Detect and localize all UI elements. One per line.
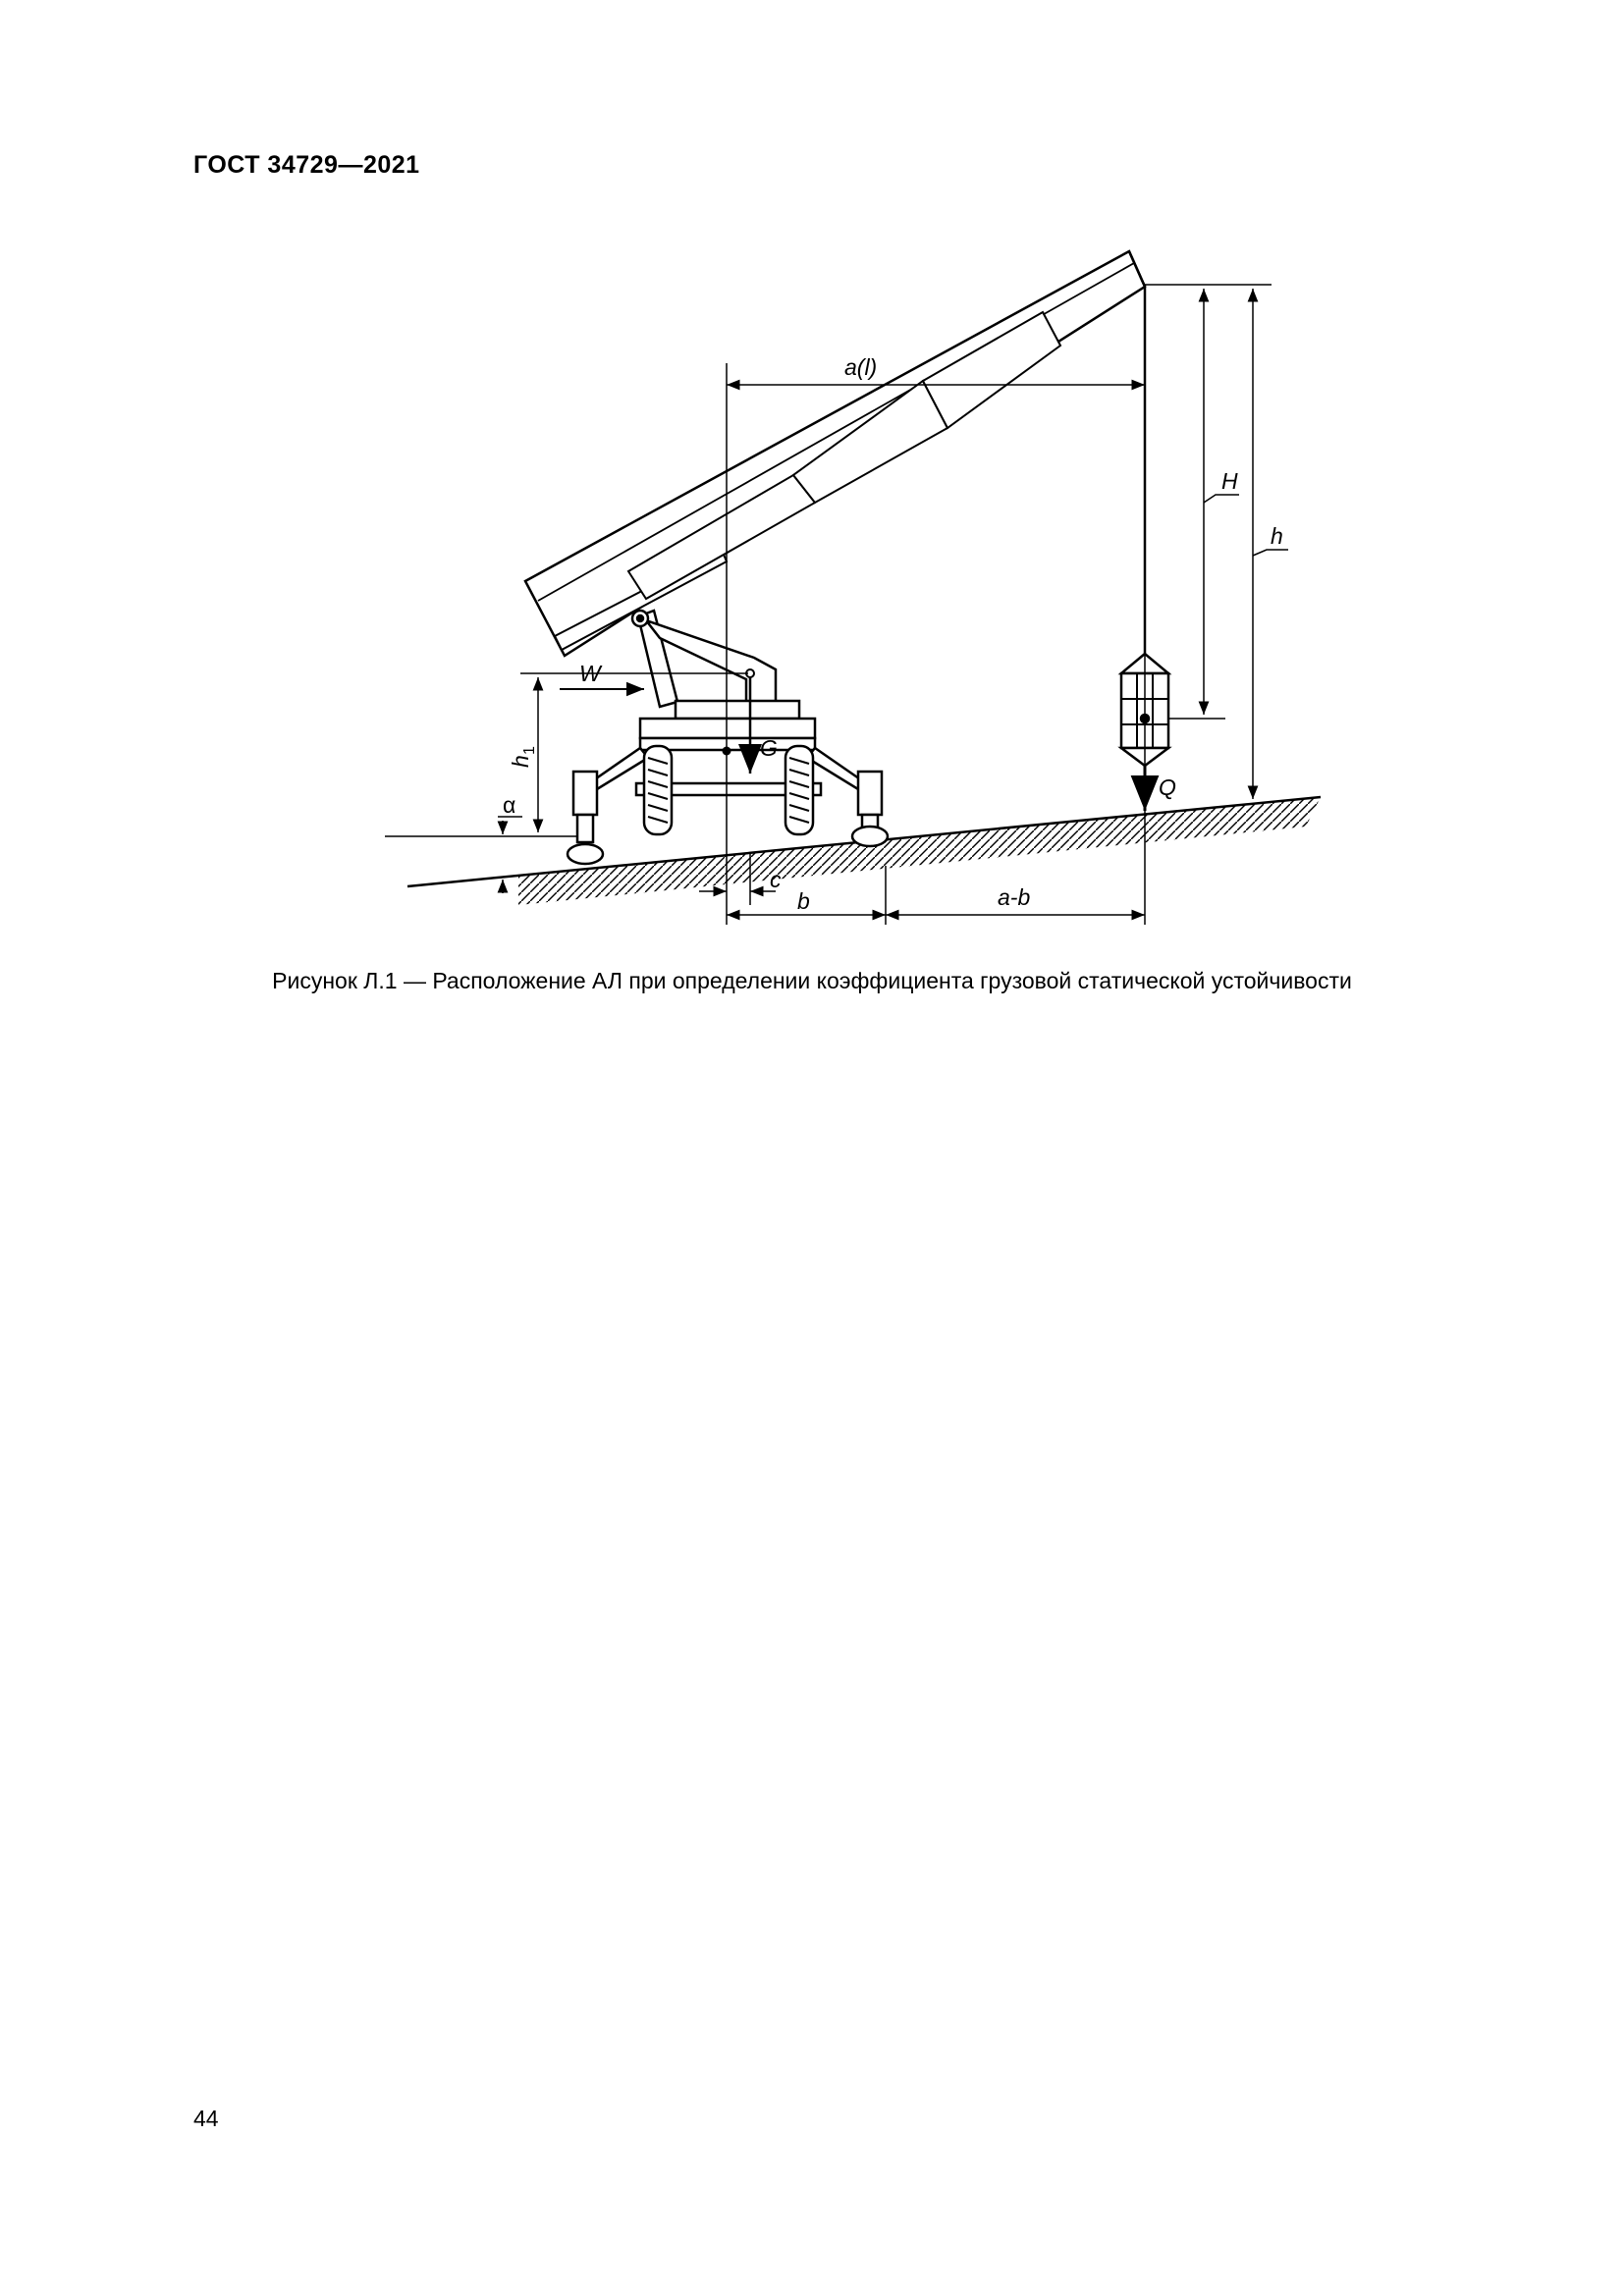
- label-H: H: [1221, 468, 1238, 494]
- label-G: G: [760, 735, 778, 761]
- label-h: h: [1271, 523, 1283, 549]
- boom: [525, 251, 1145, 656]
- crane-stability-diagram: [0, 0, 1624, 982]
- label-a-l: a(l): [844, 354, 878, 380]
- page-number: 44: [193, 2106, 219, 2131]
- wheel-right: [785, 746, 813, 834]
- label-W: W: [579, 661, 601, 686]
- chassis: [568, 701, 888, 864]
- document-header: ГОСТ 34729—2021: [193, 151, 420, 179]
- label-Q: Q: [1159, 774, 1176, 800]
- label-b: b: [797, 888, 810, 914]
- label-h1: h: [508, 755, 533, 768]
- wheel-left: [644, 746, 672, 834]
- label-alpha: α: [503, 792, 516, 818]
- turntable-arm: [632, 611, 776, 707]
- label-a-minus-b: a-b: [998, 884, 1031, 910]
- label-h1-subscript: 1: [521, 746, 538, 755]
- ground: [385, 797, 1321, 905]
- label-c: c: [770, 867, 782, 892]
- figure-caption: Рисунок Л.1 — Расположение АЛ при определении коэффициента грузовой статической устойчивости: [272, 968, 1352, 993]
